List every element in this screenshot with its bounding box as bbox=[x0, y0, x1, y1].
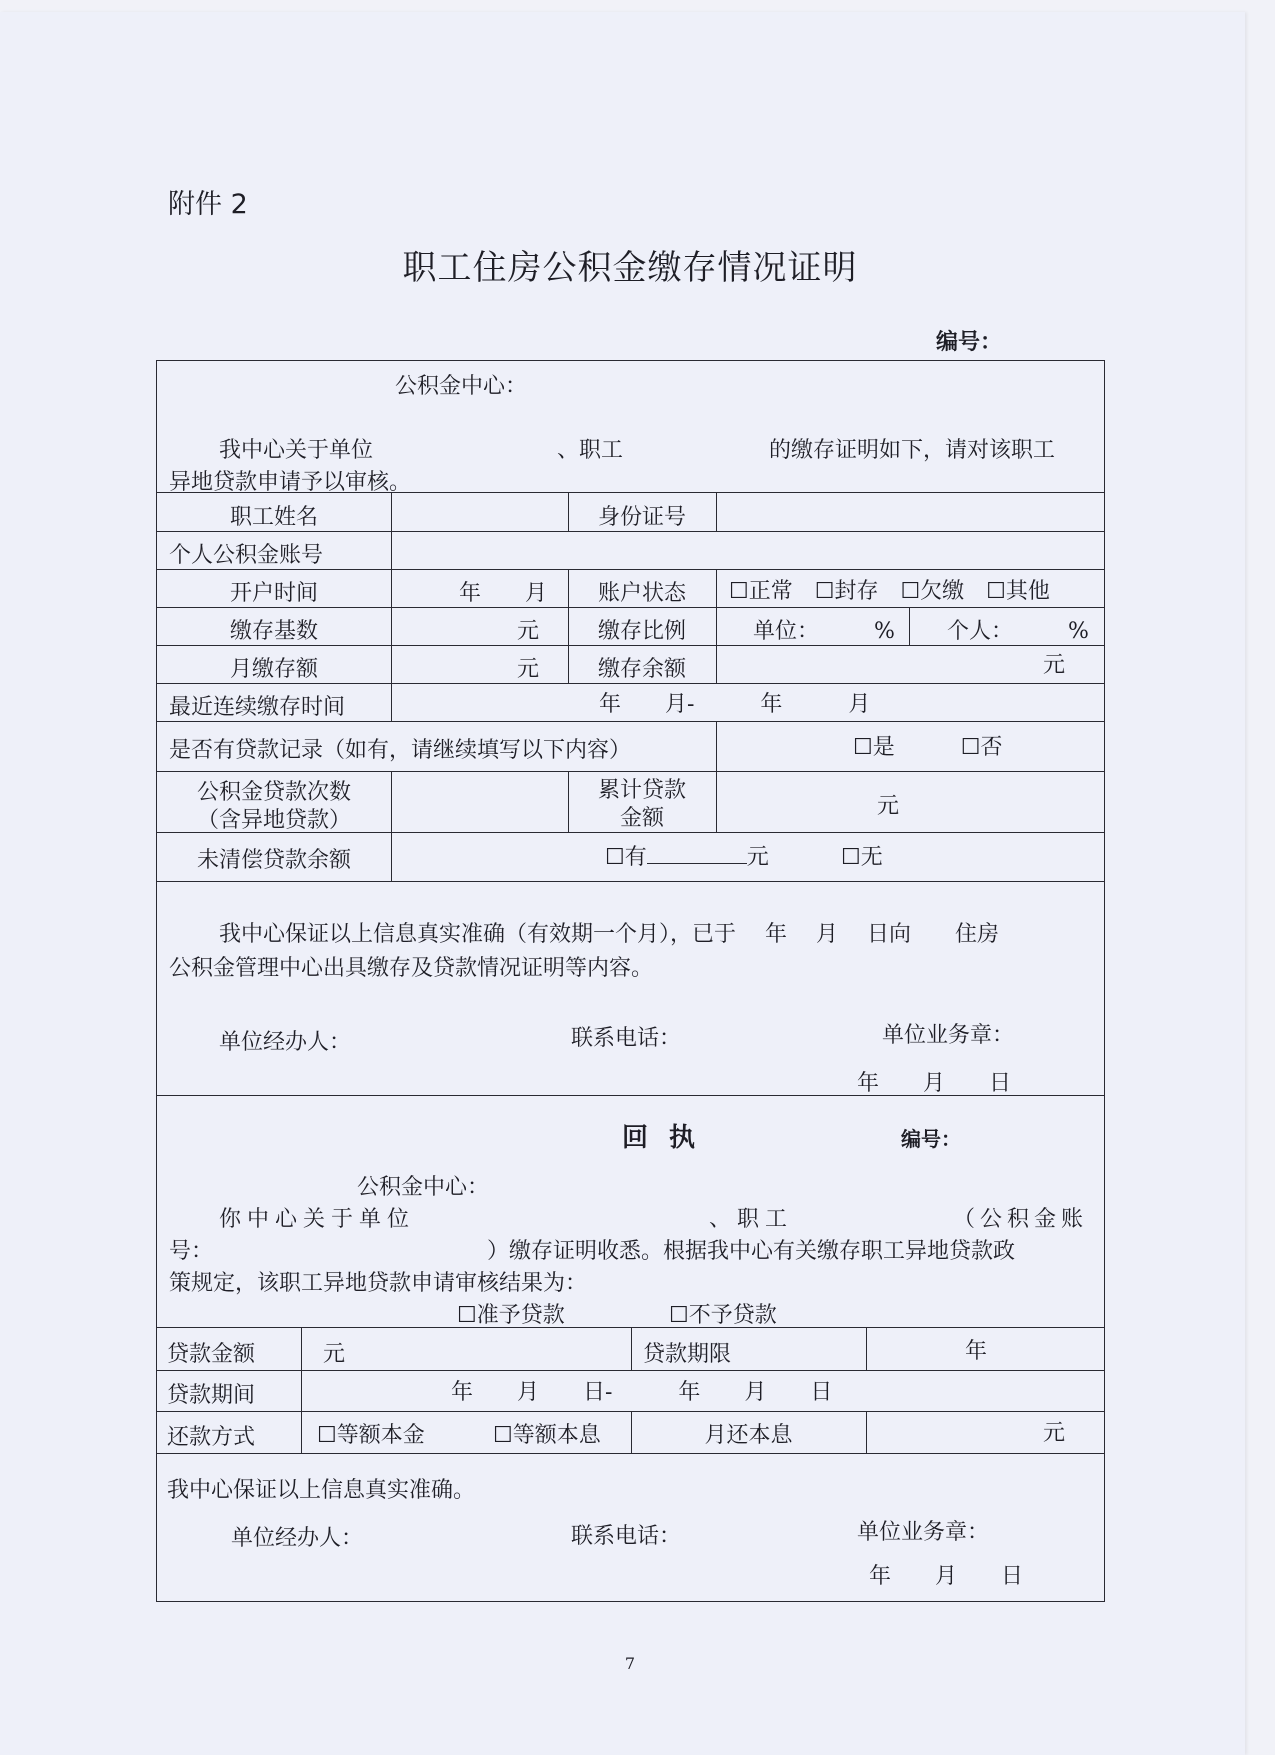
rule bbox=[716, 721, 717, 771]
handler-label: 单位经办人： bbox=[219, 1030, 352, 1055]
intro-text: 、职工 bbox=[557, 438, 624, 463]
intro-text: 异地贷款申请予以审核。 bbox=[169, 470, 412, 495]
id-number-label: 身份证号 bbox=[597, 505, 686, 530]
loan-count-label: 公积金贷款次数 bbox=[196, 780, 351, 805]
open-date-label: 开户时间 bbox=[229, 581, 318, 606]
repayment-method-label: 还款方式 bbox=[167, 1425, 256, 1450]
monthly-contribution-label: 月缴存额 bbox=[229, 657, 318, 682]
balance-unit: 元 bbox=[1043, 653, 1066, 678]
intro-text: 我中心关于单位 bbox=[219, 438, 374, 463]
rule bbox=[157, 1453, 1104, 1454]
loan-period-label: 贷款期间 bbox=[167, 1383, 256, 1408]
rule bbox=[909, 607, 910, 645]
rule bbox=[157, 683, 1104, 684]
guarantee-text: 公积金管理中心出具缴存及贷款情况证明等内容。 bbox=[169, 956, 654, 981]
outstanding-no-checkbox[interactable]: ☐无 bbox=[841, 845, 883, 870]
receipt-title: 回 执 bbox=[622, 1123, 702, 1153]
ratio-employer: 单位： % bbox=[753, 619, 895, 644]
attachment-label: 附件 2 bbox=[168, 189, 248, 220]
rule bbox=[631, 1327, 632, 1370]
continuous-period-label: 最近连续缴存时间 bbox=[169, 695, 346, 720]
employee-name-label: 职工姓名 bbox=[229, 505, 318, 530]
rule bbox=[391, 683, 392, 721]
receipt-text: 号： bbox=[169, 1239, 214, 1264]
rule bbox=[391, 569, 392, 683]
rule bbox=[157, 721, 1104, 722]
rule bbox=[157, 771, 1104, 772]
certificate-form bbox=[156, 360, 1105, 1602]
monthly-repayment-label: 月还本息 bbox=[704, 1423, 793, 1448]
rule bbox=[716, 492, 717, 531]
receipt-text: 、职工 bbox=[709, 1207, 794, 1232]
receipt-text: 策规定，该职工异地贷款申请审核结果为： bbox=[169, 1271, 588, 1296]
rule bbox=[391, 832, 392, 881]
receipt-date: 年 月 日 bbox=[869, 1564, 1024, 1589]
receipt-seal-label: 单位业务章： bbox=[857, 1520, 990, 1545]
ratio-personal: 个人： % bbox=[947, 619, 1089, 644]
outstanding-amount-blank[interactable] bbox=[647, 863, 747, 864]
outstanding-yes-checkbox[interactable] bbox=[605, 840, 769, 871]
rule bbox=[866, 1327, 867, 1370]
contribution-base-unit: 元 bbox=[517, 619, 540, 644]
outstanding-unit: 元 bbox=[746, 845, 769, 870]
rule bbox=[157, 569, 1104, 570]
loan-term-unit: 年 bbox=[965, 1339, 988, 1364]
receipt-serial-label: 编号： bbox=[901, 1127, 961, 1151]
monthly-contribution-unit: 元 bbox=[517, 657, 540, 682]
account-status-checkboxes[interactable]: ☐正常 ☐封存 ☐欠缴 ☐其他 bbox=[729, 579, 1050, 604]
guarantee-text: 我中心保证以上信息真实准确（有效期一个月），已于 年 月 日向 住房 bbox=[219, 922, 999, 947]
approve-loan-checkbox[interactable]: ☐准予贷款 bbox=[457, 1303, 565, 1328]
loan-period-value: 年 月 日- 年 月 日 bbox=[451, 1380, 833, 1405]
rule bbox=[157, 881, 1104, 882]
loan-term-label: 贷款期限 bbox=[643, 1342, 732, 1367]
rule bbox=[157, 1370, 1104, 1371]
serial-number-label: 编号： bbox=[936, 329, 1003, 355]
receipt-guarantee: 我中心保证以上信息真实准确。 bbox=[167, 1478, 476, 1503]
rule bbox=[301, 1327, 302, 1453]
contribution-base-label: 缴存基数 bbox=[229, 619, 318, 644]
receipt-text: ）缴存证明收悉。根据我中心有关缴存职工异地贷款政 bbox=[487, 1239, 1016, 1264]
receipt-text: （公积金账 bbox=[953, 1207, 1089, 1232]
contribution-ratio-label: 缴存比例 bbox=[597, 619, 686, 644]
rule bbox=[716, 771, 717, 832]
outstanding-balance-label: 未清偿贷款余额 bbox=[196, 848, 351, 873]
rule bbox=[391, 531, 392, 569]
certificate-date: 年 月 日 bbox=[857, 1071, 1012, 1096]
loan-record-checkboxes[interactable]: ☐是 ☐否 bbox=[853, 735, 1003, 760]
intro-text: 的缴存证明如下，请对该职工 bbox=[769, 438, 1056, 463]
phone-label: 联系电话： bbox=[571, 1026, 682, 1051]
equal-principal-checkbox[interactable]: ☐等额本金 bbox=[317, 1423, 425, 1448]
outstanding-yes-label: ☐有 bbox=[605, 845, 647, 870]
monthly-repayment-unit: 元 bbox=[1043, 1421, 1066, 1446]
rule bbox=[157, 645, 1104, 646]
rule bbox=[157, 607, 1104, 608]
reject-loan-checkbox[interactable]: ☐不予贷款 bbox=[669, 1303, 777, 1328]
open-date-value: 年 月 bbox=[459, 581, 548, 606]
account-number-label: 个人公积金账号 bbox=[169, 543, 324, 568]
cumulative-loan-label-2: 金额 bbox=[619, 806, 664, 831]
receipt-text: 你中心关于单位 bbox=[219, 1207, 416, 1232]
document-title: 职工住房公积金缴存情况证明 bbox=[402, 248, 858, 288]
cumulative-loan-label: 累计贷款 bbox=[597, 778, 686, 803]
receipt-addressee: 公积金中心： bbox=[357, 1175, 490, 1200]
loan-count-label-note: （含异地贷款） bbox=[196, 808, 351, 833]
loan-record-label: 是否有贷款记录（如有，请继续填写以下内容） bbox=[169, 738, 632, 763]
rule bbox=[391, 771, 392, 832]
equal-installment-checkbox[interactable]: ☐等额本息 bbox=[493, 1423, 601, 1448]
seal-label: 单位业务章： bbox=[882, 1023, 1015, 1048]
rule bbox=[866, 1411, 867, 1453]
balance-label: 缴存余额 bbox=[597, 657, 686, 682]
rule bbox=[157, 531, 1104, 532]
loan-amount-label: 贷款金额 bbox=[167, 1342, 256, 1367]
document-page bbox=[0, 12, 1245, 1755]
addressee: 公积金中心： bbox=[395, 374, 528, 399]
rule bbox=[716, 569, 717, 683]
account-status-label: 账户状态 bbox=[597, 581, 686, 606]
loan-amount-unit: 元 bbox=[323, 1342, 346, 1367]
receipt-phone-label: 联系电话： bbox=[571, 1524, 682, 1549]
page-number: 7 bbox=[624, 1654, 636, 1673]
receipt-handler-label: 单位经办人： bbox=[231, 1526, 364, 1551]
cumulative-loan-unit: 元 bbox=[877, 794, 900, 819]
rule bbox=[391, 492, 392, 531]
continuous-period-value: 年 月- 年 月 bbox=[599, 692, 871, 717]
